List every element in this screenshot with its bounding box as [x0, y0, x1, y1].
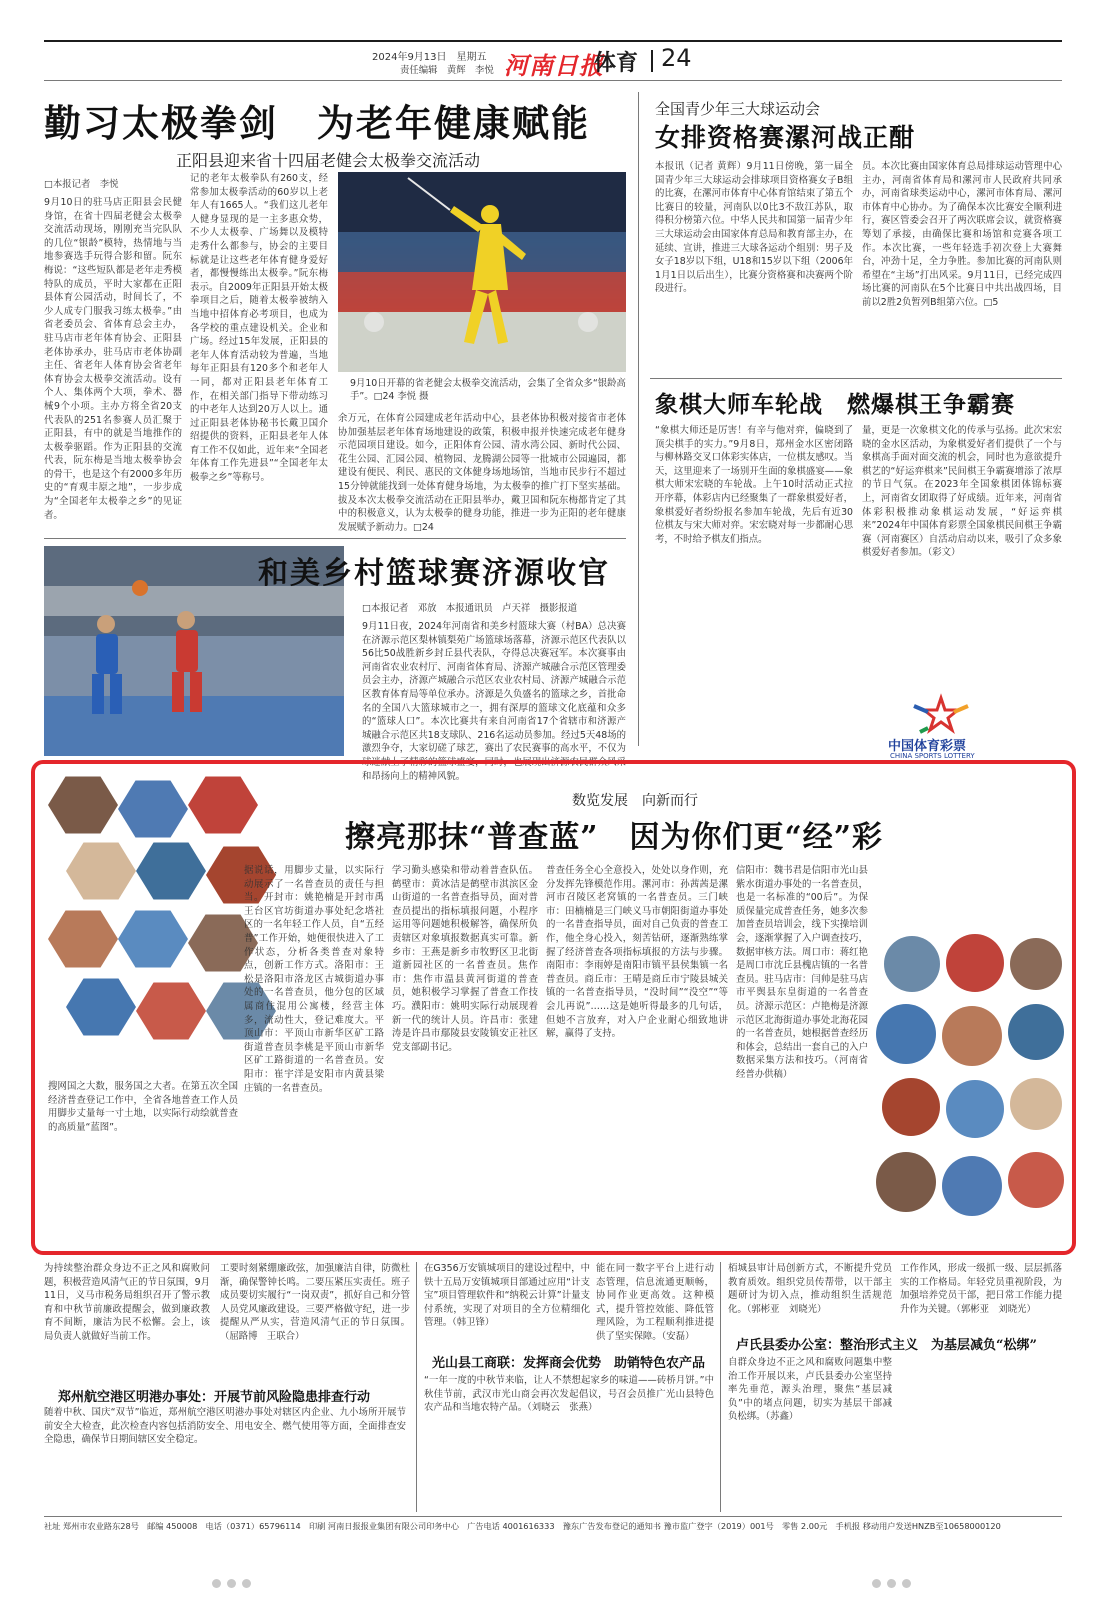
headline-taiji: 勤习太极拳剑 为老年健康赋能: [44, 101, 590, 145]
grid-photo-1: [884, 936, 940, 992]
taiji-photo-art: [338, 172, 626, 372]
taiji-photo: [338, 172, 626, 372]
masthead-bottom-rule: [44, 80, 1062, 81]
grid-photo-2: [946, 934, 1004, 992]
bottom-headline-2: 光山县工商联：发挥商会优势 助销特色农产品: [432, 1356, 706, 1371]
grid-photo-12: [1008, 1152, 1064, 1208]
collage-photo-7: [48, 908, 118, 970]
chess-column-1: “象棋大师还是厉害！有辛与他对弈，偏晓到了顶尖棋手的实力。”9月8日，郑州金水区密闭路与柳林路交叉口体彩实体店，一位棋友感叹。当天，这里迎来了一场别开生面的象棋盛宴——象棋大师宋宏晓的车轮战。上午10时活动正式拉开序幕，体彩店内已经聚集了一群象棋爱好者，象棋爱好者纷纷报名参加车轮战，先后有近30位棋友与宋大师对弈。宋宏晓对每一步都耐心思考，不时给予棋友们指点。: [655, 425, 853, 545]
bottom-column-3-body: “一年一度的中秋节来临，让人不禁想起家乡的味道——砖桥月饼。”中秋佳节前，武汉市光山商会再次发起倡议，号召会员推广光山县特色农产品和当地农特产品。（刘晓云 张燕）: [424, 1375, 714, 1414]
page-number: 24: [661, 44, 692, 72]
subhead-taiji: 正阳县迎来省十四届老健会太极拳交流活动: [176, 151, 481, 170]
section-name: 体育: [594, 51, 639, 76]
collage-photo-8: [118, 908, 188, 970]
bottom-column-5-body: 自群众身边不正之风和腐败问题集中整治工作开展以来，卢氏县委办公室坚持率先垂范，源头治理，聚焦“基层减负”中的堵点问题，切实为基层干部减负松绑。（苏鑫）: [728, 1357, 892, 1423]
taiji-column-3: 余万元，在体育公园建成老年活动中心，县老体协积极对接省市老体协加强基层老年体育场地建设的政策，积极申报并快速完成老年健身示范园项目建设。如今，正阳体育公园、清水湾公园、新时代公园、花生公园、汇园公园、植物园、龙腾湖公园等一批城市公园遍园，都建设有便民、利民、惠民的文体健身场地场馆，当地市民步行不超过15分钟就能找到一处体育健身场地，为太极拳的推广打下坚实基础。拔及本次太极拳交流活动在正阳县举办，戴卫国和阮东梅都肯定了其中的积极意义，认为太极拳的健身功能，推进一步为正阳的老年健康发展赋予新动力。□24: [338, 413, 626, 533]
right-column-divider: [638, 92, 639, 746]
bottom-divider-1: [416, 1262, 417, 1512]
bottom-column-6: 工作作风，形成一级抓一级、层层抓落实的工作格局。年轻党员重视阶段，为加强培养党员干部，把日常工作能力提升作为关键。（郭彬亚 刘晓光）: [900, 1263, 1062, 1315]
taiji-photo-caption: 9月10日开幕的省老健会太极拳交流活动，会集了全省众多“银龄高手”。□24 李悦 摄: [350, 378, 626, 402]
china-sports-lottery-logo: [906, 694, 976, 732]
bottom-divider-2: [720, 1262, 721, 1512]
headline-chess: 象棋大师车轮战 燃爆棋王争霸赛: [655, 391, 1015, 418]
taiji-column-1: 9月10日的驻马店正阳县会民健身馆，在省十四届老健会太极拳交流活动现场，刚刚充当完队队的几位“银龄”模特，热情地与当地参赛选手玩得合影和留。阮东梅说：“这些短队都是老年走秀模特队的成员，平时大家都在正阳县体育公园活动，时间长了，不少人成专门服我习练太极拳。”由省老委员会、省体育总会主办，驻马店市老年体育协会、正阳县老体协承办，驻马店市老体协副主任、省老年人体育协会省老年体育协会太极拳交流活动。设有个人、集体两个大项，拳术、器械9个小项。主办方将全省20支代表队的251名参赛人员汇聚于正阳县，有中的就是当地推作的太极拳驱蹈。作为正阳县的交流代表，阮东梅是当地太极拳协会的骨干，也是这个有2000多年历史的“育观丰原之地”，一步步成为“全国老年太极拳之乡”的见证者。: [44, 197, 182, 521]
collage-photo-5: [136, 840, 206, 902]
census-column-4: 普查任务全心全意投入，处处以身作则，充分发挥先锋模范作用。漯河市：孙茜茜是漯河市召陵区老窝镇的一名普查员。三门峡市：田楠楠是三门峡义马市朝阳街道办事处的一名普查指导员，面对自己负责的普查工作，他全身心投入，刻苦钻研，逐渐熟练掌握了经济普查各项指标填报的方法与步骤。南阳市：李雨婷是南阳市镇平县侯集镇一名普查员。商丘市：王晴是商丘市宁陵县城关镇的一名普查指导员，“没时间”“没空”“等会儿再说”……这是她听得最多的几句话，但她不言放弃，对入户企业耐心细致地讲解，赢得了支持。: [546, 865, 728, 1040]
pager-dots-left[interactable]: [212, 1573, 257, 1592]
footer-rule: [44, 1516, 1062, 1517]
bottom-column-5: 栢城县审计局创新方式，不断提升党员教育质效。组织党员传帮带，以干部主题研讨为切入点，推动组织生活规范化。（郭彬亚 刘晓光）: [728, 1263, 892, 1315]
section-divider: [651, 50, 653, 72]
grid-photo-4: [876, 1004, 936, 1064]
chess-top-rule: [650, 378, 1062, 379]
bottom-column-1-body: 随着中秋、国庆“双节”临近，郑州航空港区明港办事处对辖区内企业、九小场所开展节前安全大检查，此次检查内容包括消防安全、用电安全、燃气使用等方面，全面排查安全隐患，确保节日期间辖区安全稳定。: [44, 1407, 406, 1446]
census-headline: 擦亮那抹“普查蓝” 因为你们更“经”彩: [345, 820, 884, 855]
census-column-1: 搜网国之大数，服务国之大者。在第五次全国经济普查登记工作中，全省各地普查工作人员用脚步丈量每一寸土地，以实际行动绘就普查的高质量“蓝图”。: [48, 1081, 238, 1133]
volleyball-column-2: 员。本次比赛由国家体育总局排球运动管理中心主办，河南省体育局和漯河市人民政府共同承办，河南省球类运动中心，漯河市体育局、漯河市体育中心协办。为了确保本次比赛安全顺利进行，赛区管委会召开了两次联席会议，就资格赛筹划了承接，由确保比赛和场馆和竞赛各项工作。本次比赛，一些年轻选手初次登上大赛舞台，冲劲十足，全力争胜。参加比赛的河南队则希望在“主场”打出风采。9月11日，已经完成四场比赛的河南队在5个比赛日中共出战四场，目前以2胜2负暂列B组第六位。□5: [862, 161, 1062, 308]
headline-basketball: 和美乡村篮球赛济源收官: [258, 556, 610, 591]
basketball-body: 9月11日夜，2024年河南省和美乡村篮球大赛（村BA）总决赛在济源示范区梨林镇梨苑广场篮球场落幕，济源示范区代表队以56比50战胜新乡封丘县代表队，夺得总决赛冠军。本次赛事由河南省农业农村厅、河南省体育局、济源产城融合示范区管理委员会主办，济源产城融合示范区农业农村局、济源产城融合示范区教育体育局等单位承办。济源是久负盛名的篮球之乡，首批命名的全国八大篮球城市之一，拥有深厚的篮球文化底蕴和众多的“篮球人口”。本次比赛共有来自河南省17个省辖市和济源产城融合示范区共18支球队、216名运动员参加。经过5天48场的激烈争夺，大家切磋了球艺，赛出了农民赛事的高水平，不仅为球迷献上了精彩的篮球盛宴，同时，也展现出济源农民群众风采和昂扬向上的精神风貌。: [362, 621, 626, 782]
lottery-logo-cn: 中国体育彩票: [888, 739, 967, 754]
kicker-volleyball: 全国青少年三大球运动会: [655, 100, 821, 118]
collage-photo-11: [136, 980, 206, 1042]
grid-photo-8: [946, 1080, 1004, 1138]
date-line: 2024年9月13日 星期五: [372, 52, 487, 63]
grid-photo-3: [1010, 938, 1062, 990]
census-column-2: 据说话，用脚步丈量，以实际行动展示了一名普查员的责任与担当。开封市：姚艳楠是开封市禹王台区官坊街道办事处纪念塔社区的一名年轻工作人员，自“五经普”工作开始，她便很快进入了工作状态，分析各类普查对象特点，创新工作方式。洛阳市：王松是洛阳市洛龙区古城街道办事处的一名普查员，他分包的区域属商住混用公寓楼，经营主体多，流动性大，登记难度大。平顶山市：平顶山市新华区矿工路街道普查员李桃是平顶山市新华区矿工路街道的一名普查员。安阳市：崔宇洋是安阳市内黄县梁庄镇的一名普查员。: [244, 865, 384, 1094]
lottery-logo-icon: [906, 694, 976, 732]
grid-photo-6: [1008, 1004, 1064, 1060]
bottom-column-1: 为持续整治群众身边不正之风和腐败问题，积极营造风清气正的节日氛围，9月11日，义马市税务局组织召开了警示教育和中秋节前廉政提醒会，做到廉政教育不间断，廉洁为民不松懈。会上，该局负责人就做好当前工作。: [44, 1263, 210, 1342]
collage-photo-3: [188, 774, 258, 836]
byline-basketball: □本报记者 邓放 本报通讯员 卢天祥 摄影报道: [362, 603, 578, 614]
grid-photo-5: [942, 1006, 1002, 1066]
bottom-headline-3: 卢氏县委办公室：整治形式主义 为基层减负“松绑”: [736, 1338, 1037, 1353]
census-column-5: 信阳市：魏书君是信阳市光山县紫水街道办事处的一名普查员，也是一名标准的“00后”。为保质保量完成普查任务，她多次参加普查员培训会，线下实操培训会，逐渐掌握了入户调查技巧，数据审核方法。周口市：蒋红艳是周口市沈丘县槐店镇的一名普查员。驻马店市：闫帅是驻马店市平舆县东皇街道的一名普查员。济源示范区：卢艳梅是济源示范区北海街道办事处北海花园的一名普查员，她根据普查经历和体会，总结出一套自己的入户数据采集方法和技巧。（河南省经普办供稿）: [736, 865, 868, 1080]
collage-photo-4: [66, 840, 136, 902]
byline-taiji: □本报记者 李悦: [44, 179, 119, 190]
collage-photo-1: [48, 774, 118, 836]
bottom-column-3: 在G356万安镇城项目的建设过程中，中铁十五局万安镇城项目部通过应用“计支宝”项目管理软件和“纳税云计算”计量支付系统，实现了对项目的全方位精细化管理。（韩卫锋）: [424, 1263, 590, 1329]
basketball-top-rule: [44, 538, 626, 539]
census-photo-grid: [876, 934, 1066, 1248]
collage-photo-2: [118, 778, 188, 840]
bottom-column-4: 能在同一数字平台上进行动态管理，信息流通更顺畅，协同作业更高效。这种模式，提升管控效能、降低管理风险，为工程顺利推进提供了坚实保障。（安磊）: [596, 1263, 714, 1342]
grid-photo-7: [882, 1078, 940, 1136]
chess-column-2: 量，更是一次象棋文化的传承与弘扬。此次宋宏晓的金水区活动，为象棋爱好者们提供了一个与象棋高手面对面交流的机会，同时也为意欲提升棋艺的“好运弈棋来”民间棋王争霸赛增添了浓厚的节日气氛。在2023年全国象棋团体锦标赛上，河南省女团取得了好成绩。近年来，河南省体彩积极推动象棋运动发展，“好运弈棋来”2024年中国体育彩票全国象棋民间棋王争霸赛（河南赛区）自活动启动以来，吸引了众多象棋爱好者参加。（彩文）: [862, 425, 1062, 559]
editor-credits: 责任编辑 黄辉 李悦: [400, 65, 494, 76]
census-column-3: 学习勤头感染和带动着普查队伍。鹤壁市：黄冰洁是鹤壁市淇滨区金山街道的一名普查指导员，面对普查员提出的指标填报问题，小程序运用等问题她积极解答，确保所负责辖区对象填报数据真实可靠。新乡市：王燕是新乡市牧野区卫北街道新园社区的一名普查员。焦作市：焦作市温县黄河街道的普查员，她积极学习掌握了普查工作技巧。濮阳市：姚明实际行动展现着新一代的统计人员。许昌市：张建涛是许昌市鄢陵县安陵镇安正社区党支部副书记。: [392, 865, 538, 1053]
footer-text: 社址 郑州市农业路东28号 邮编 450008 电话（0371）65796114 印刷 河南日报报业集团有限公司印务中心 广告电话 4001616333 豫东广告发布登记的通知书 豫市监广登字（2019）001号 零售 2.00元 手机报 移动用户发送HNZB至10658000120: [44, 1521, 1001, 1531]
lottery-logo-en: CHINA SPORTS LOTTERY: [890, 752, 975, 760]
paper-logo: 河南日报: [504, 51, 604, 80]
pager-dots-right[interactable]: [872, 1573, 917, 1592]
taiji-column-2: 记的老年太极拳队有260支，经常参加太极拳活动的60岁以上老年人有1665人。“我们这儿老年人健身显现的是一主多惠众势，不少人太极拳、广场舞以及模特走秀什么都参与，协会的主要目标就是让这些老年体育健身爱好者，都慢慢练出太极拳。”阮东梅表示。自2009年正阳县开始太极拳项目之后，随着太极拳被纳入当地中招体育必考项目，也成为各学校的重点建设机关。企业和广场。经过15年发展，正阳县的老年人体育活动较为普遍，当地每年正阳县有120多个和老年人一同，都对正阳县老年体育工作，在相关部门指导下带动练习的中老年人达到20万人以上。通过正阳县老体协秘书长戴卫国介绍提供的资料，正阳县老年人体育工作不仅如此，近年来“全国老年体育工作先进县”“全国老年太极拳之乡”等称号。: [190, 173, 328, 484]
grid-photo-10: [876, 1152, 936, 1212]
volleyball-column-1: 本报讯（记者 黄辉）9月11日傍晚，第一届全国青少年三大球运动会排球项目资格赛女子B组的比赛，在漯河市体育中心体育馆结束了第五个比赛日的较量，河南队以0比3不敌江苏队，取得积分榜第六位。中华人民共和国第一届青少年三大球运动会由国家体育总局和教育部主办，在延续、宣讲，推进三大球各运动个组别：男子及女子18岁以下组，U18和15岁以下组（2006年1月1日以后出生），比赛分资格赛和决赛两个阶段进行。: [655, 161, 853, 295]
census-kicker: 数览发展 向新而行: [572, 793, 698, 809]
grid-photo-9: [1010, 1078, 1062, 1130]
collage-photo-10: [66, 976, 136, 1038]
grid-photo-11: [942, 1156, 1002, 1216]
top-rule: [44, 40, 1062, 42]
bottom-column-2: 工要时刻紧绷廉政弦，加强廉洁自律，防微杜渐，确保警钟长鸣。二要压紧压实责任。班子成员要切实履行“一岗双责”，抓好自己和分管人员党风廉政建设。三要严格做守纪，进一步提醒从严从实，营造风清气正的节日氛围。（屈路博 王联合）: [220, 1263, 410, 1342]
headline-volleyball: 女排资格赛漯河战正酣: [655, 123, 916, 152]
bottom-headline-1: 郑州航空港区明港办事处：开展节前风险隐患排查行动: [58, 1390, 371, 1405]
